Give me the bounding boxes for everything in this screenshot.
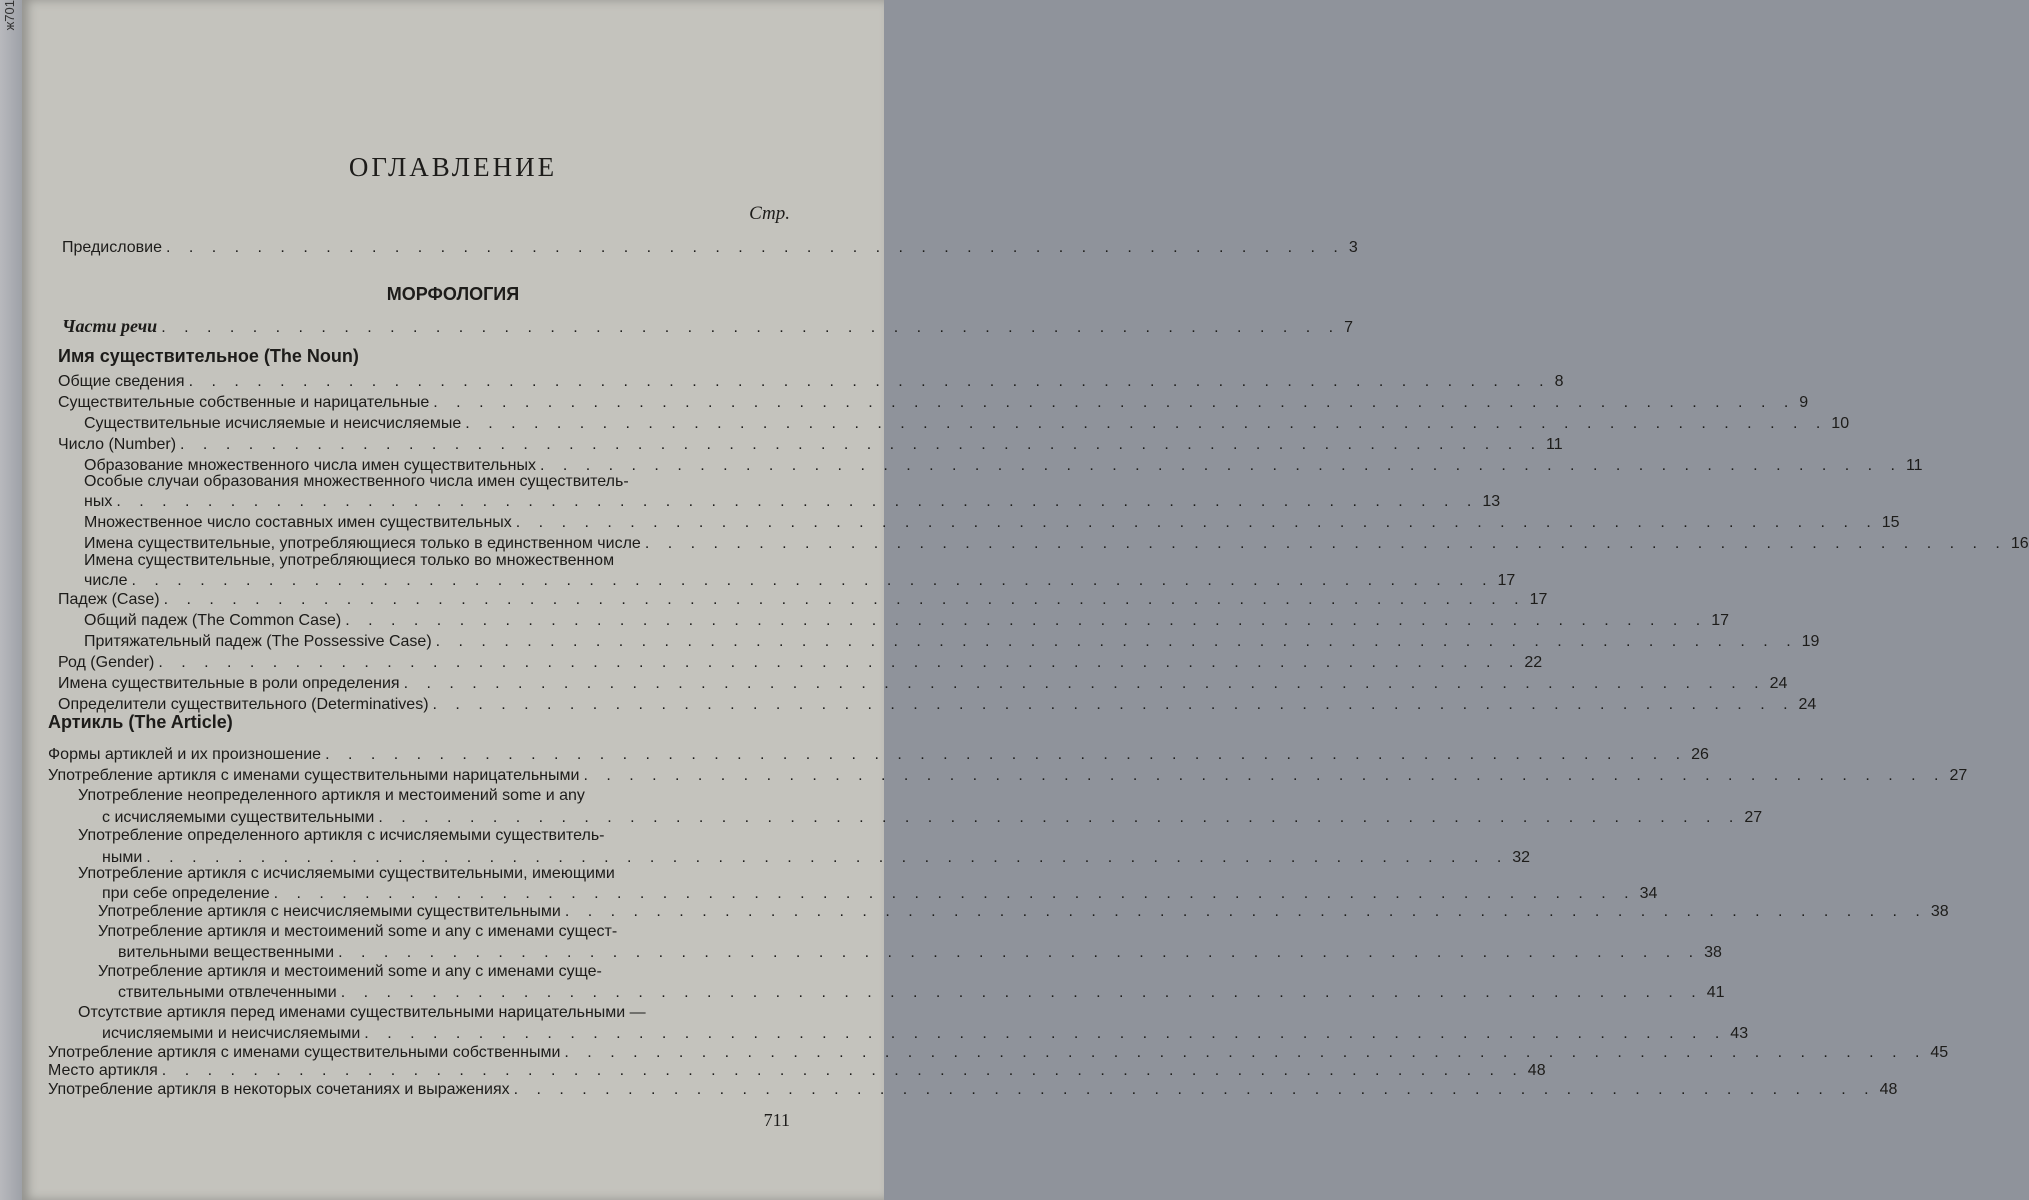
toc-entry-page: 22 (1524, 654, 1543, 671)
page-title: ОГЛАВЛЕНИЕ (348, 152, 558, 182)
toc-entry-text: Множественное число составных имен существительных (84, 514, 512, 531)
page-column-label: Стр. (749, 203, 790, 224)
toc-entry-text: Образование множественного числа имен существительных (84, 457, 536, 474)
leader-dots: . . . . . . . . . . . . . . . . . . . . . . . . . . . . . . . . . . . . . . . . . . . . . . . . . . . . . . . . . . . . (338, 944, 1701, 961)
leader-dots: . . . . . . . . . . . . . . . . . . . . . . . . . . . . . . . . . . . . . . . . . . . . . . . . . . . . . . . . . . . . (539, 457, 1902, 474)
leader-dots: . . . . . . . . . . . . . . . . . . . . . . . . . . . . . . . . . . . . . . . . . . . . . . . . . . . . . . . . . . . . (583, 767, 1946, 784)
book-page (22, 0, 2029, 1200)
toc-entry-text: Общий падеж (The Common Case) (84, 612, 342, 629)
leader-dots: . . . . . . . . . . . . . . . . . . . . . . . . . . . . . . . . . . . . . . . . . . . . . . . . . . . . . . . . . . . . (465, 415, 1828, 432)
toc-entry (102, 884, 1658, 904)
toc-entry-continuation: вительными вещественными (118, 944, 335, 961)
toc-entry-text: Употребление артикля с исчисляемыми существительными, имеющими (78, 865, 615, 882)
toc-entry (84, 632, 1820, 652)
leader-dots: . . . . . . . . . . . . . . . . . . . . . . . . . . . . . . . . . . . . . . . . . . . . . . . . . . . . . . . . . . . . (564, 1044, 1927, 1061)
toc-entry-page: 17 (1497, 572, 1516, 589)
leader-dots: . . . . . . . . . . . . . . . . . . . . . . . . . . . . . . . . . . . . . . . . . . . . . . . . . . . . (161, 319, 1341, 336)
toc-entry-page: 38 (1704, 944, 1722, 961)
section-heading-article: Артикль (The Article) (48, 712, 233, 732)
page-number: 711 (763, 1110, 790, 1130)
leader-dots: . . . . . . . . . . . . . . . . . . . . . . . . . . . . . . . . . . . . . . . . . . . . . . . . . . . . . . . . . . . . (345, 612, 1708, 629)
toc-entry-page: 13 (1482, 493, 1501, 510)
leader-dots: . . . . . . . . . . . . . . . . . . . . . . . . . . . . . . . . . . . . . . . . . . . . . . . . . . . . . . . . . . . . (161, 1062, 1524, 1079)
toc-entry (118, 943, 1722, 963)
toc-entry-page: 19 (1801, 633, 1820, 650)
toc-entry-text: Употребление артикля с неисчисляемыми существительными (98, 903, 561, 920)
leader-dots: . . . . . . . . . . . . . . . . . . . . . . . . . . . . . . . . . . . . . . . . . . . . . . . . . . . . . . . . . . . . (435, 633, 1798, 650)
toc-entry (58, 372, 1564, 392)
toc-entry-text: Употребление артикля и местоимений some и any с именами суще- (98, 963, 602, 980)
toc-entry-text: Особые случаи образования множественного числа имен существитель- (84, 473, 629, 490)
toc-entry-continuation: при себе определение (102, 885, 270, 902)
toc-entry-text: Употребление артикля в некоторых сочетаниях и выражениях (48, 1081, 510, 1098)
toc-entry-text: Определители существительного (Determinatives) (58, 696, 429, 713)
toc-entry-continuation: числе (84, 572, 128, 589)
toc-entry-text: Отсутствие артикля перед именами существительными нарицательными — (78, 1004, 646, 1021)
toc-entry (98, 902, 1949, 922)
leader-dots: . . . . . . . . . . . . . . . . . . . . . . . . . . . . . . . . . . . . . . . . . . . . . . . . . . . . . . . . . . . . (433, 394, 1796, 411)
toc-entry-continuation: ными (102, 849, 143, 866)
toc-entry-page: 7 (1344, 319, 1353, 336)
toc-entry-page: 38 (1930, 903, 1949, 920)
toc-entry-page: 24 (1769, 675, 1788, 692)
toc-entry-page: 48 (1527, 1062, 1546, 1079)
toc-entry-page: 32 (1512, 849, 1531, 866)
leader-dots: . . . . . . . . . . . . . . . . . . . . . . . . . . . . . . . . . . . . . . . . . . . . . . . . . . . . . . . . . . . . (513, 1081, 1876, 1098)
toc-entry (48, 1043, 1949, 1063)
toc-entry-page: 10 (1831, 415, 1850, 432)
toc-entry-page: 26 (1691, 746, 1709, 763)
toc-entry (48, 1080, 1898, 1100)
toc-entry (102, 1024, 1749, 1044)
toc-entry-text: Существительные собственные и нарицательные (58, 394, 430, 411)
leader-dots: . . . . . . . . . . . . . . . . . . . . . . . . . . . . . . . . . . . . . . . . . . . . . . . . . . . . . . . . . . . . (325, 746, 1688, 763)
leader-dots: . . . . . . . . . . . . . . . . . . . . . . . . . . . . . . . . . . . . . . . . . . . . . . . . . . . . . . . . . . . . (564, 903, 1927, 920)
leader-dots: . . . . . . . . . . . . . . . . . . . . . . . . . . . . . . . . . . . . . . . . . . . . . . . . . . . . . . . . . . . . (131, 572, 1494, 589)
toc-entry-page: 8 (1554, 373, 1564, 390)
toc-entry-text: Употребление неопределенного артикля и местоимений some и any (78, 787, 585, 804)
leader-dots: . . . . . . . . . . . . . . . . . . . . . . . . . . . . . . . . . . . . . . . . . . . . . . . . . . . . . . . . . . . . (515, 514, 1878, 531)
toc-entry-page: 16 (2010, 535, 2029, 552)
leader-dots: . . . . . . . . . . . . . . . . . . . . . . . . . . . . . . . . . . . . . . . . . . . . . . . . . . . . . . . . . . . . (146, 849, 1509, 866)
toc-entry-page: 27 (1949, 767, 1968, 784)
toc-entry (48, 745, 1709, 765)
toc-entry (102, 808, 1763, 828)
toc-entry-page: 43 (1730, 1025, 1749, 1042)
toc-entry-parts-of-speech (62, 316, 1353, 336)
toc-entry-text: Имена существительные, употребляющиеся только в единственном числе (84, 535, 641, 552)
leader-dots: . . . . . . . . . . . . . . . . . . . . . . . . . . . . . . . . . . . . . . . . . . . . . . . . . . . . . . . . . . . . (163, 591, 1526, 608)
toc-entry-text: Число (Number) (58, 436, 177, 453)
toc-entry (58, 695, 1817, 715)
leader-dots: . . . . . . . . . . . . . . . . . . . . . . . . . . . . . . . . . . . . . . . . . . . . . . . . . . . . . . . . . . . . (180, 436, 1543, 453)
toc-entry-page: 34 (1639, 885, 1658, 902)
toc-entry-page: 24 (1798, 696, 1817, 713)
leader-dots: . . . . . . . . . . . . . . . . . . . . . . . . . . . . . . . . . . . . . . . . . . . . . . . . . . . . . . . . . . . . (340, 984, 1703, 1001)
leader-dots: . . . . . . . . . . . . . . . . . . . . . . . . . . . . . . . . . . . . . . . . . . . . . . . . . . . . . . . . . . . . (273, 885, 1636, 902)
toc-entry (84, 611, 1730, 631)
toc-entry-page: 11 (1546, 436, 1563, 453)
leader-dots: . . . . . . . . . . . . . . . . . . . . . . . . . . . . . . . . . . . . . . . . . . . . . . . . . . . . . . . . . . . . (378, 809, 1741, 826)
leader-dots: . . . . . . . . . . . . . . . . . . . . . . . . . . . . . . . . . . . . . . . . . . . . . . . . . . . . . . . . . . . . (403, 675, 1766, 692)
leader-dots: . . . . . . . . . . . . . . . . . . . . . . . . . . . . . . . . . . . . . . . . . . . . . . . . . . . . . . . . . . . . (188, 373, 1551, 390)
toc-entry-text: Место артикля (48, 1062, 158, 1079)
toc-entry-page: 3 (1348, 239, 1358, 256)
toc-entry-text: Употребление артикля с именами существительными нарицательными (48, 767, 580, 784)
toc-entry-text: Существительные исчисляемые и неисчисляемые (84, 415, 462, 432)
toc-entry (58, 653, 1543, 673)
toc-entry-text: Формы артиклей и их произношение (48, 746, 322, 763)
toc-entry (58, 435, 1563, 455)
leader-dots: . . . . . . . . . . . . . . . . . . . . . . . . . . . . . . . . . . . . . . . . . . . . . . . . . . . . . . . . . . . . (364, 1025, 1727, 1042)
toc-entry (58, 590, 1548, 610)
toc-entry-text: Употребление артикля и местоимений some и any с именами сущест- (98, 923, 618, 940)
toc-entry (48, 1061, 1546, 1081)
toc-entry-text: Имена существительные в роли определения (58, 675, 400, 692)
toc-entry-text: Падеж (Case) (58, 591, 160, 608)
leader-dots: . . . . . . . . . . . . . . . . . . . . . . . . . . . . . . . . . . . . . . . . . . . . . . . . . . . . . . . . . . . . (158, 654, 1521, 671)
page-edge (0, 0, 22, 1200)
toc-entry-text: Употребление артикля с именами существительными собственными (48, 1044, 561, 1061)
toc-entry-continuation: с исчисляемыми существительными (102, 809, 375, 826)
toc-entry-continuation: ствительными отвлеченными (118, 984, 337, 1001)
toc-entry-page: 27 (1744, 809, 1763, 826)
part-heading: МОРФОЛОГИЯ (386, 284, 520, 304)
toc-entry-text: Предисловие (62, 239, 162, 256)
toc-entry-text: Употребление определенного артикля с исчисляемыми существитель- (78, 827, 605, 844)
toc-entry (48, 766, 1968, 786)
toc-entry-continuation: ных (84, 493, 113, 510)
toc-entry (58, 674, 1788, 694)
toc-entry-page: 48 (1879, 1081, 1898, 1098)
leader-dots: . . . . . . . . . . . . . . . . . . . . . . . . . . . . . . . . . . . . . . . . . . . . . . . . . . . . . . . . . . . . (116, 493, 1479, 510)
toc-entry-page: 15 (1881, 514, 1900, 531)
toc-entry-page: 17 (1711, 612, 1730, 629)
section-heading-noun: Имя существительное (The Noun) (58, 346, 359, 366)
toc-entry-text: Имена существительные, употребляющиеся только во множественном (84, 552, 615, 569)
toc-entry-text: Общие сведения (58, 373, 185, 390)
toc-entry-page: 9 (1799, 394, 1809, 411)
toc-entry-text: Части речи (62, 316, 158, 336)
toc-entry (58, 393, 1809, 413)
edge-mark: ж701 (2, 0, 17, 31)
toc-entry (84, 513, 1900, 533)
leader-dots: . . . . . . . . . . . . . . . . . . . . . . . . . . . . . . . . . . . . . . . . . . . . . . . . . . . . (165, 239, 1345, 256)
leader-dots: . . . . . . . . . . . . . . . . . . . . . . . . . . . . . . . . . . . . . . . . . . . . . . . . . . . . . . . . . . . . (644, 535, 2007, 552)
toc-entry (84, 492, 1501, 512)
leader-dots: . . . . . . . . . . . . . . . . . . . . . . . . . . . . . . . . . . . . . . . . . . . . . . . . . . . . . . . . . . . . (432, 696, 1795, 713)
toc-entry-page: 41 (1706, 984, 1725, 1001)
toc-entry-text: Притяжательный падеж (The Possessive Case) (84, 633, 432, 650)
toc-entry-page: 11 (1905, 457, 1923, 474)
toc-entry (118, 983, 1725, 1003)
toc-entry (84, 414, 1850, 434)
toc-entry-page: 17 (1529, 591, 1548, 608)
toc-entry-preface (62, 238, 1358, 258)
toc-entry-continuation: исчисляемыми и неисчисляемыми (102, 1025, 361, 1042)
toc-entry-page: 45 (1930, 1044, 1949, 1061)
toc-entry-text: Род (Gender) (58, 654, 155, 671)
toc-entry (84, 571, 1516, 591)
